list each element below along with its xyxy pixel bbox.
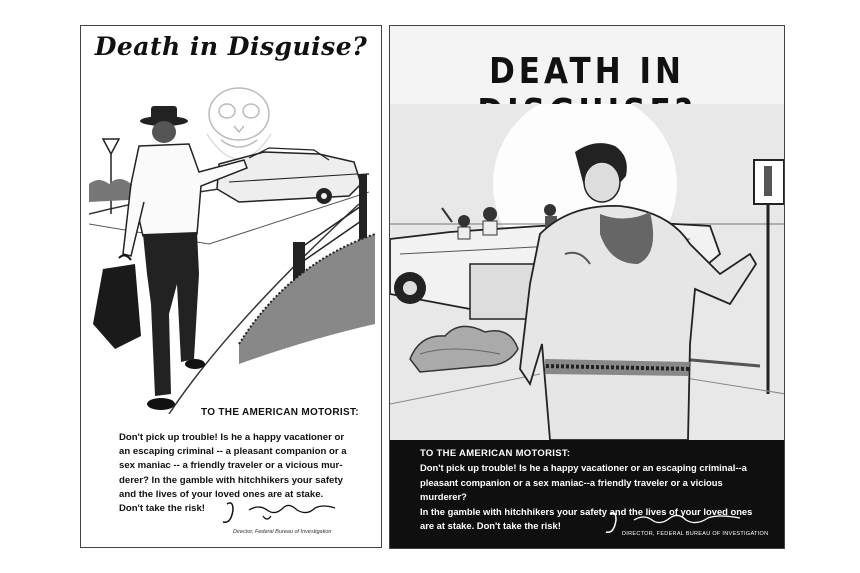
right-poster-title: DEATH IN [489,50,685,92]
left-signature [219,496,349,530]
right-poster [389,25,785,549]
car-illustration [217,148,361,204]
road-sign-illustration [103,139,119,214]
suitcase-illustration [93,255,141,349]
right-body-line: In the gamble with hitchhikers your safety and the lives of your loved ones [420,505,753,517]
right-body-line: are at stake. Don't take the risk! [420,520,561,531]
left-poster-footer: Director, Federal Bureau of Investigation [233,529,332,535]
left-body-line: and the lives of your loved ones are at stake. [119,488,324,500]
right-body-line: pleasant companion or a sex maniac--a friendly traveler or a vicious murderer? [420,476,723,502]
right-hitchhiker-illustration [390,104,785,440]
right-body-line: Don't pick up trouble! Is he a happy vacationer or an escaping criminal--a [420,462,747,473]
left-hitchhiker-illustration [89,74,375,414]
hitchhiker-figure-illustration [123,106,247,410]
left-poster [80,25,382,548]
left-body-line: sex maniac -- a friendly traveler or a vicious mur- [119,460,343,472]
left-body-line: an escaping criminal -- a pleasant companion or a [119,446,347,458]
ghost-skull-illustration [207,88,271,159]
right-poster-heading: TO THE AMERICAN MOTORIST: [420,448,571,459]
left-poster-heading: TO THE AMERICAN MOTORIST: [201,407,359,418]
right-poster-text-panel [390,440,784,548]
left-poster-title: Death in Disguise? [94,32,368,61]
left-body-line: derer? In the gamble with hitchhikers your safety [119,474,343,486]
left-body-line: Don't take the risk! [119,503,205,515]
left-body-line: Don't pick up trouble! Is he a happy vacationer or [119,432,345,443]
right-poster-footer: DIRECTOR, FEDERAL BUREAU OF INVESTIGATION [622,531,769,537]
